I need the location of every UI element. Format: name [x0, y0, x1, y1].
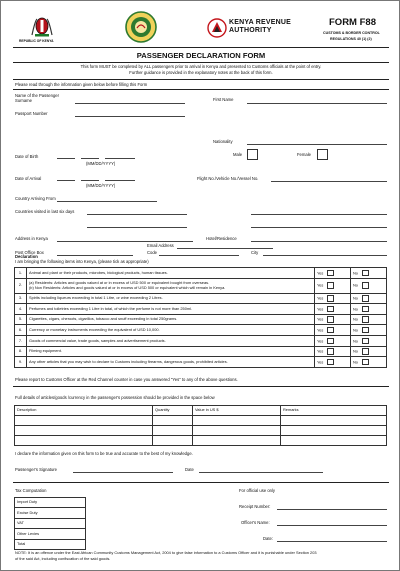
declaration-yes-cell [315, 335, 351, 346]
flight-label: Flight No./Vehicle No./Vessel No. [197, 176, 259, 181]
passport-field[interactable] [75, 116, 185, 117]
country-from-field[interactable] [57, 201, 157, 202]
official-heading: For official use only [239, 488, 275, 493]
declaration-yes-cell [315, 293, 351, 304]
declaration-yes-cell [315, 278, 351, 293]
declaration-yes-checkbox[interactable] [327, 327, 334, 334]
officer-field[interactable] [277, 525, 387, 526]
countries-visited-label: Countries visited in last six days [15, 209, 75, 214]
declaration-no-label: No [353, 316, 358, 322]
goods-col-value: Value in US $ [193, 406, 281, 416]
countries-visited-field-2[interactable] [251, 214, 387, 215]
declaration-yes-label: Yes [317, 269, 324, 275]
arrival-month-field[interactable] [57, 180, 75, 181]
declaration-item-number: 8. [15, 346, 27, 357]
goods-row [15, 426, 387, 436]
declaration-yes-cell [315, 325, 351, 336]
declaration-no-cell [351, 346, 387, 357]
country-from-label: Country Arriving From [15, 196, 56, 201]
declaration-row [15, 293, 387, 304]
tax-row: Import Duty [15, 498, 86, 508]
tax-table [14, 497, 86, 550]
tax-row: Other Levies [15, 529, 86, 539]
declaration-item-text [27, 346, 315, 357]
declaration-yes-cell [315, 304, 351, 315]
declaration-yes-label: Yes [317, 358, 324, 364]
declaration-item-text [27, 293, 315, 304]
declaration-no-cell [351, 314, 387, 325]
receipt-field[interactable] [277, 509, 387, 510]
read-note: Please read through the information given below before filling this Form [15, 82, 148, 87]
read-note-divider [13, 89, 389, 90]
intro-line-2: Further guidance is provided in the explanatory notes at the back of this form. [129, 70, 273, 75]
address-field[interactable] [57, 241, 193, 242]
signature-field[interactable] [73, 472, 173, 473]
declaration-yes-checkbox[interactable] [327, 316, 334, 323]
declaration-no-checkbox[interactable] [362, 270, 369, 277]
declaration-item-text-line: Filming equipment. [29, 348, 62, 354]
declaration-item-text-line: Goods of commercial value, trade goods, samples and advertisement products. [29, 337, 166, 343]
intro-line-1: This form MUST be completed by ALL passengers prior to arrival in Kenya and presented to Customs officials at the point of entry. [80, 64, 322, 69]
first-name-label: First Name [213, 97, 234, 102]
declaration-row [15, 268, 387, 279]
first-name-field[interactable] [247, 103, 387, 104]
declaration-no-label: No [353, 348, 358, 354]
declaration-row [15, 278, 387, 293]
email-label: Email Address [147, 243, 174, 248]
declaration-item-number: 6. [15, 325, 27, 336]
declaration-yes-cell [315, 357, 351, 368]
declaration-no-label: No [353, 327, 358, 333]
dob-format-hint: (MM/DD/YYYY) [86, 161, 116, 166]
declaration-item-text [27, 357, 315, 368]
po-box-label: Post Office Box [15, 250, 44, 255]
female-checkbox[interactable] [317, 149, 328, 160]
declaration-yes-cell [315, 268, 351, 279]
code-label: Code [147, 250, 158, 255]
declaration-item-text [27, 278, 315, 293]
hotel-label: Hotel/Residence [206, 236, 237, 241]
customs-seal-icon [125, 11, 157, 43]
form-number: FORM F88 [329, 17, 376, 28]
declaration-yes-label: Yes [317, 282, 324, 288]
declaration-intro: I am bringing the following items into Kenya, (please tick as appropriate) [15, 259, 149, 264]
goods-row [15, 416, 387, 426]
passport-label: Passport Number [15, 111, 48, 116]
dob-year-field[interactable] [105, 158, 135, 159]
surname-label-line1: Name of the Passenger [15, 93, 59, 98]
tax-row: Excise Duty [15, 508, 86, 518]
countries-visited-field-4[interactable] [251, 227, 387, 228]
declaration-row [15, 304, 387, 315]
male-label: Male [233, 152, 243, 157]
declaration-row [15, 357, 387, 368]
declaration-table [14, 267, 387, 368]
declaration-item-number: 1. [15, 268, 27, 279]
male-checkbox[interactable] [247, 149, 258, 160]
female-label: Female [297, 152, 311, 157]
declaration-row [15, 325, 387, 336]
declaration-item-number: 3. [15, 293, 27, 304]
declaration-no-checkbox[interactable] [362, 359, 369, 366]
regulations-line: REGULATIONS 40 (1) (2) [330, 37, 372, 41]
declaration-no-cell [351, 293, 387, 304]
declaration-item-text [27, 335, 315, 346]
title-divider [13, 62, 389, 63]
declaration-no-checkbox[interactable] [362, 316, 369, 323]
declaration-no-label: No [353, 295, 358, 301]
dob-month-field[interactable] [57, 158, 75, 159]
declaration-item-number: 5. [15, 314, 27, 325]
nationality-label: Nationality [213, 139, 233, 144]
goods-row [15, 436, 387, 446]
coat-of-arms-caption: REPUBLIC OF KENYA [19, 39, 54, 43]
declaration-row [15, 335, 387, 346]
kra-name-line2: AUTHORITY [229, 27, 272, 34]
declaration-no-checkbox[interactable] [362, 348, 369, 355]
declaration-yes-label: Yes [317, 327, 324, 333]
declaration-no-cell [351, 278, 387, 293]
declaration-yes-cell [315, 314, 351, 325]
address-label: Address in Kenya [15, 236, 48, 241]
declaration-yes-cell [315, 346, 351, 357]
declaration-no-cell [351, 357, 387, 368]
declaration-no-checkbox[interactable] [362, 338, 369, 345]
arrival-format-hint: (MM/DD/YYYY) [86, 183, 116, 188]
declaration-heading: Declaration [15, 254, 38, 259]
declaration-no-label: No [353, 306, 358, 312]
date-label: Date [185, 467, 194, 472]
declaration-item-text [27, 268, 315, 279]
declaration-yes-label: Yes [317, 337, 324, 343]
customs-line: CUSTOMS & BORDER CONTROL [323, 31, 380, 35]
declaration-no-checkbox[interactable] [362, 306, 369, 313]
goods-col-quantity: Quantity [153, 406, 193, 416]
declaration-item-text [27, 314, 315, 325]
official-date-field[interactable] [277, 541, 387, 542]
po-box-field[interactable] [57, 255, 133, 256]
arrival-day-field[interactable] [81, 180, 99, 181]
goods-col-remarks: Remarks [281, 406, 387, 416]
nationality-field[interactable] [247, 144, 387, 145]
header-divider [13, 47, 389, 48]
declaration-row [15, 346, 387, 357]
dob-day-field[interactable] [81, 158, 99, 159]
hotel-field[interactable] [251, 241, 387, 242]
declaration-row [15, 314, 387, 325]
declaration-yes-checkbox[interactable] [327, 359, 334, 366]
declaration-yes-label: Yes [317, 316, 324, 322]
kra-logo-icon [207, 18, 227, 38]
city-field[interactable] [263, 255, 387, 256]
declaration-item-text-line: Cigarettes, cigars, cheroots, cigarillos, tobacco and snuff exceeding in total 250grams. [29, 316, 178, 322]
declaration-item-text-line: Any other articles that you may wish to declare to Customs including firearms, dangerous goods, prohibited articles. [29, 358, 228, 364]
email-field[interactable] [177, 248, 273, 249]
receipt-label: Receipt Number: [239, 504, 271, 509]
declaration-item-text-line: Currency or monetary instruments exceeding the equivalent of USD 10,000. [29, 326, 160, 332]
declaration-no-cell [351, 325, 387, 336]
declaration-yes-checkbox[interactable] [327, 295, 334, 302]
surname-field[interactable] [75, 103, 185, 104]
declaration-item-text [27, 325, 315, 336]
goods-heading: Full details of articles/goods /currency in the passenger's possession should be provided in the space below [15, 395, 215, 400]
declaration-item-number: 9. [15, 357, 27, 368]
declaration-no-checkbox[interactable] [362, 282, 369, 289]
declaration-no-label: No [353, 358, 358, 364]
countries-visited-field-1[interactable] [87, 214, 187, 215]
declaration-no-cell [351, 335, 387, 346]
note-line-2: of the said Act, including confiscation of the said goods. [15, 556, 111, 561]
declaration-no-label: No [353, 269, 358, 275]
form-title: PASSENGER DECLARATION FORM [136, 51, 266, 60]
date-field[interactable] [199, 472, 323, 473]
declaration-no-cell [351, 268, 387, 279]
signature-divider [13, 482, 389, 483]
declaration-item-number: 2. [15, 278, 27, 293]
tax-row: VAT [15, 518, 86, 528]
dob-label: Date of Birth [15, 154, 39, 159]
declaration-yes-label: Yes [317, 348, 324, 354]
flight-field[interactable] [271, 181, 387, 182]
arrival-year-field[interactable] [105, 180, 135, 181]
report-note: Please report to Customs Officer at the Red Channel counter in case you answered "Yes" to any of the above questions. [15, 377, 238, 382]
officer-label: Officer's Name: [241, 520, 270, 525]
declaration-item-text-line: (b) Non Residents: Articles and goods valued at or in excess of USD 500 or equivalent which will remain in Kenya. [29, 284, 226, 290]
declaration-item-text-line: Animal and plant or their products, microbes, biological products, human tissues. [29, 269, 168, 275]
official-date-label: Date: [263, 536, 274, 541]
declaration-yes-checkbox[interactable] [327, 270, 334, 277]
goods-table [14, 405, 387, 446]
signature-label: Passenger's Signature [15, 467, 58, 472]
intro-divider [13, 79, 389, 80]
declaration-item-number: 7. [15, 335, 27, 346]
declaration-yes-checkbox[interactable] [327, 338, 334, 345]
tax-heading: Tax Computation [15, 488, 47, 493]
note-line-1: NOTE: It is an offence under the East African Community Customs Management Act, 2004 to give false information to a Customs Officer and it is punishable under Section 203 [15, 550, 317, 555]
declaration-item-text-line: Spirits including liqueurs exceeding in total 1 Litre, or wine exceeding 2 Litres. [29, 295, 163, 301]
declaration-no-label: No [353, 337, 358, 343]
countries-visited-field-3[interactable] [87, 227, 187, 228]
city-label: City [251, 250, 259, 255]
declaration-no-cell [351, 304, 387, 315]
kra-name-line1: KENYA REVENUE [229, 19, 291, 26]
declare-true-text: I declare the information given on this form to be true and accurate to the best of my knowledge. [15, 451, 193, 456]
declaration-item-number: 4. [15, 304, 27, 315]
surname-label-line2: Surname [15, 98, 32, 103]
goods-col-description: Description [15, 406, 153, 416]
report-divider [13, 386, 389, 387]
declaration-no-checkbox[interactable] [362, 295, 369, 302]
declaration-yes-checkbox[interactable] [327, 348, 334, 355]
declaration-yes-label: Yes [317, 295, 324, 301]
kenya-coat-of-arms-icon [29, 13, 55, 39]
declaration-yes-label: Yes [317, 306, 324, 312]
declaration-no-checkbox[interactable] [362, 327, 369, 334]
declaration-item-text-line: (a) Residents: Articles and goods valued at or in excess of USD 500 or equivalent bought from overseas. [29, 280, 210, 286]
tax-row: Total [15, 539, 86, 549]
declaration-item-text [27, 304, 315, 315]
declaration-no-label: No [353, 282, 358, 288]
arrival-date-label: Date of Arrival [15, 176, 42, 181]
declaration-yes-checkbox[interactable] [327, 282, 334, 289]
code-field[interactable] [159, 255, 239, 256]
declaration-item-text-line: Perfumes and toiletries exceeding 1 Litre in total, of which the perfume is not more than 250ml. [29, 305, 193, 311]
declaration-yes-checkbox[interactable] [327, 306, 334, 313]
